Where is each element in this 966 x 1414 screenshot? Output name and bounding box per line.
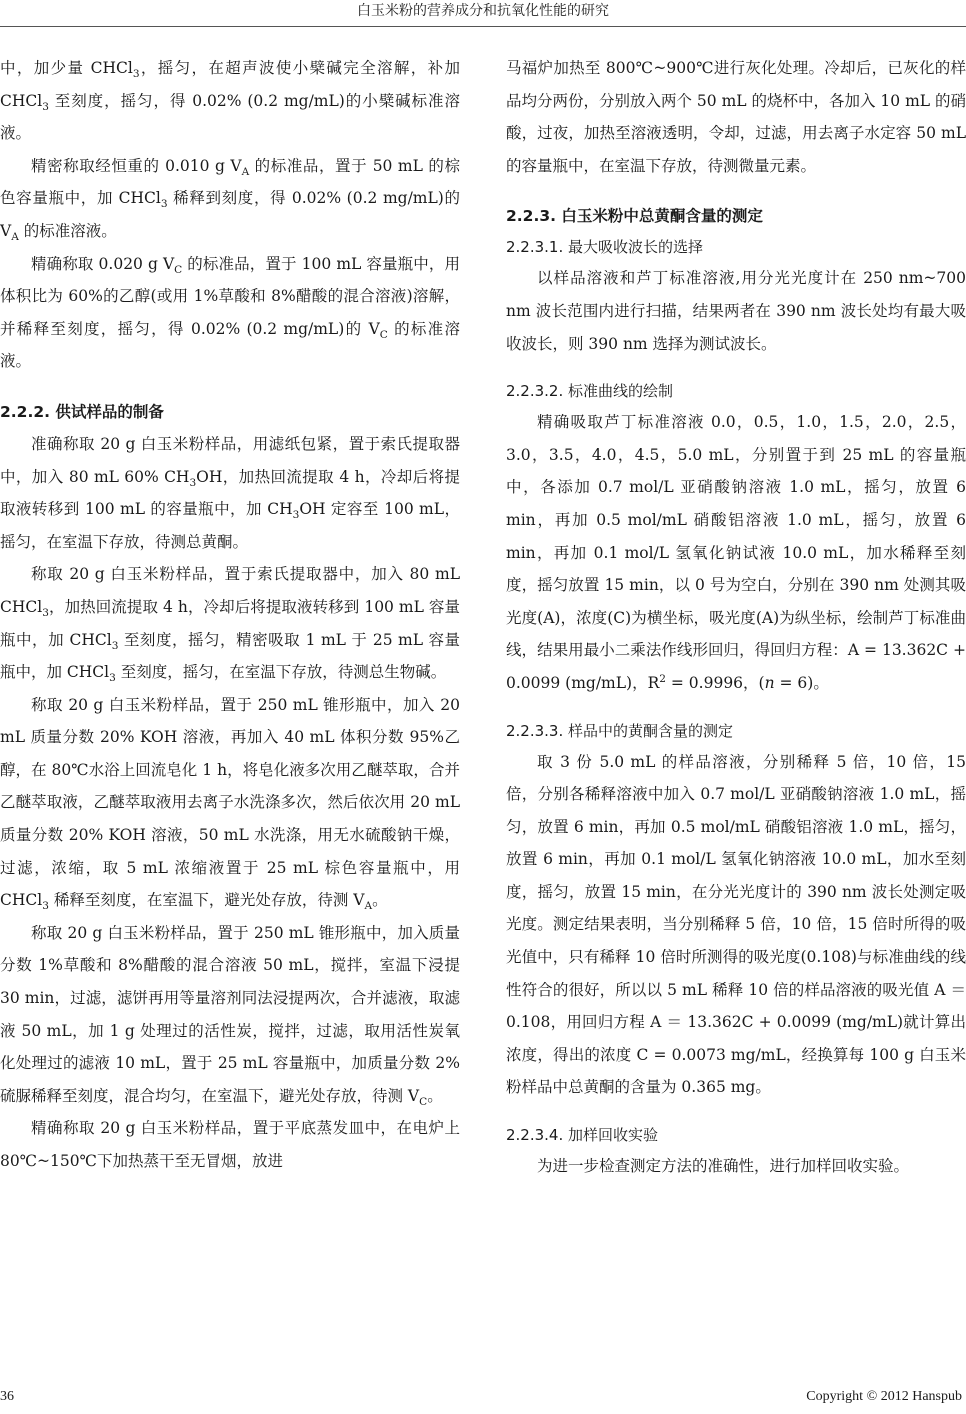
subscript-text: 3: [42, 900, 49, 913]
page-number: 36: [0, 1389, 14, 1404]
paragraph: 精确吸取芦丁标准溶液 0.0，0.5，1.0，1.5，2.0，2.5，3.0，3.5，4.0，4.5，5.0 mL，分别置于到 25 mL 的容量瓶中，各添加 0.7 mol/L 亚硝酸钠溶液 1.0 mL，摇匀，放置 6 min，再加 0.5 mol/mL 硝酸铝溶液 1.0 mL，摇匀，放置 6 min，再加 0.1 mol/L 氢氧化钠试液 10.0 mL，加水稀释至刻度，摇匀放置 15 min，以 0 号为空白，分别在 390 nm 处测其吸光度(A)，浓度(C)为横坐标，吸光度(A)为纵坐标，绘制芦丁标准曲线，结果用最小二乘法作线形回归，得回归方程：A = 13.362C + 0.0099 (mg/mL)，$R^2 = 0.9996$，(n = 6)。: [506, 413, 966, 692]
section-heading: 2.2.3.4. 加样回收实验: [506, 1126, 659, 1145]
paragraph: 称取 20 g 白玉米粉样品，置于 250 mL 锥形瓶中，加入 20 mL 质量分数 20% KOH 溶液，再加入 40 mL 体积分数 95%乙醇，在 80℃水浴上回流皂化 1 h，将皂化液多次用乙醚萃取，合并乙醚萃取液，乙醚萃取液用去离子水洗涤多次，然后依次用 20 mL 质量分数 20% KOH 溶液，50 mL 水洗涤，用无水硫酸钠干燥，过滤，浓缩，取 5 mL 浓缩液置于 25 mL 棕色容量瓶中，用 CHCl$_3$ 稀释至刻度，在室温下，避光处存放，待测 $V_A$。: [0, 695, 460, 913]
subscript-text: A: [364, 900, 373, 913]
paragraph: 准确称取 20 g 白玉米粉样品，用滤纸包紧，置于索氏提取器中，加入 80 mL 60% $CH_3OH$，加热回流提取 4 h，冷却后将提取液转移到 100 mL 的容量瓶中，加 $CH_3OH$ 定容至 100 mL，摇匀，在室温下存放，待测总黄酮。: [0, 434, 460, 551]
subscript-text: 3: [109, 672, 116, 685]
left-column: [0, 52, 460, 1178]
running-head: 白玉米粉的营养成分和抗氧化性能的研究: [357, 3, 609, 19]
copyright-notice: Copyright © 2012 Hanspub: [806, 1389, 962, 1404]
section-heading: 2.2.3. 白玉米粉中总黄酮含量的测定: [506, 207, 763, 226]
paragraph: 称取 20 g 白玉米粉样品，置于索氏提取器中，加入 80 mL CHCl$_3$，加热回流提取 4 h，冷却后将提取液转移到 100 mL 容量瓶中，加 CHCl$_3$ 至刻度，摇匀，精密吸取 1 mL 于 25 mL 容量瓶中，加 CHCl$_3$ 至刻度，摇匀，在室温下存放，待测总生物碱。: [0, 565, 460, 685]
paragraph: 中，加少量 CHCl$_3$，摇匀，在超声波使小檗碱完全溶解，补加 CHCl$_3$ 至刻度，摇匀，得 0.02% (0.2 mg/mL)的小檗碱标准溶液。: [0, 59, 460, 143]
italic-symbol: n: [764, 673, 775, 692]
section-heading: 2.2.3.3. 样品中的黄酮含量的测定: [506, 721, 734, 740]
subscript-text: C: [419, 1095, 428, 1108]
subscript-text: 3: [42, 607, 49, 619]
subscript-text: 3: [292, 509, 300, 522]
paragraph: 取 3 份 5.0 mL 的样品溶液，分别稀释 5 倍，10 倍，15 倍，分别各稀释溶液中加入 0.7 mol/L 亚硝酸钠溶液 1.0 mL，摇匀，放置 6 min，再加 0.5 mol/mL 硝酸铝溶液 1.0 mL，摇匀，放置 6 min，再加 0.1 mol/L 氢氧化钠溶液 10.0 mL，加水至刻度，摇匀，放置 15 min，在分光光度计的 390 nm 波长处测定吸光度。测定结果表明，当分别稀释 5 倍，10 倍，15 倍时所得的吸光值中，只有稀释 10 倍时所测得的吸光度(0.108)与标准曲线的线性符合的很好，所以以 5 mL 稀释 10 倍的样品溶液的吸光值 A ＝ 0.108，用回归方程 A ＝ 13.362C + 0.0099 (mg/mL)就计算出浓度，得出的浓度 C = 0.0073 mg/mL，经换算每 100 g 白玉米粉样品中总黄酮的含量为 0.365 mg。: [506, 752, 966, 1097]
paragraph: 精确称取 0.020 g $V_C$ 的标准品，置于 100 mL 容量瓶中，用体积比为 60%的乙醇(或用 1%草酸和 8%醋酸的混合溶液)溶解，并稀释至刻度，摇匀，得 0.02% (0.2 mg/mL)的 $V_C$ 的标准溶液。: [0, 254, 460, 371]
section-heading: 2.2.3.1. 最大吸收波长的选择: [506, 238, 704, 257]
paragraph: 称取 20 g 白玉米粉样品，置于 250 mL 锥形瓶中，加入质量分数 1%草酸和 8%醋酸的混合溶液 50 mL，搅拌，室温下浸提 30 min，过滤，滤饼再用等量溶剂同法浸提两次，合并滤液，取滤液 50 mL，加 1 g 处理过的活性炭，搅拌，过滤，取用活性炭氧化处理过的滤液 10 mL，置于 25 mL 容量瓶中，加质量分数 2%硫脲稀释至刻度，混合均匀，在室温下，避光处存放，待测 $V_C$。: [0, 923, 460, 1108]
right-column: [506, 52, 966, 1183]
subscript-text: 3: [132, 68, 140, 81]
subscript-text: 3: [189, 476, 197, 489]
subscript-text: 3: [160, 198, 168, 211]
subscript-text: C: [174, 263, 183, 276]
header-rule: [0, 26, 966, 27]
supscript-text: 2: [659, 672, 666, 685]
subscript-text: A: [241, 165, 250, 178]
paragraph: 精确称取 20 g 白玉米粉样品，置于平底蒸发皿中，在电炉上 80℃~150℃下加热蒸干至无冒烟，放进: [0, 1119, 460, 1170]
subscript-text: A: [11, 231, 19, 244]
subscript-text: 3: [42, 100, 49, 113]
section-heading: 2.2.2. 供试样品的制备: [0, 402, 164, 421]
subscript-text: 3: [111, 639, 119, 652]
paragraph: 为进一步检查测定方法的准确性，进行加样回收实验。: [537, 1157, 910, 1176]
subscript-text: C: [379, 328, 388, 341]
section-heading: 2.2.3.2. 标准曲线的绘制: [506, 382, 674, 401]
paragraph: 精密称取经恒重的 0.010 g $V_A$ 的标准品，置于 50 mL 的棕色容量瓶中，加 CHCl$_3$ 稀释到刻度，得 0.02% (0.2 mg/mL)的 $V_A$ 的标准溶液。: [0, 156, 461, 244]
paragraph: 以样品溶液和芦丁标准溶液,用分光光度计在 250 nm~700 nm 波长范围内进行扫描，结果两者在 390 nm 波长处均有最大吸收波长，则 390 nm 选择为测试波长。: [506, 269, 966, 353]
paragraph: 马福炉加热至 800℃~900℃进行灰化处理。冷却后，已灰化的样品均分两份，分别放入两个 50 mL 的烧杯中，各加入 10 mL 的硝酸，过夜，加热至溶液透明，令却，过滤，用去离子水定容 50 mL 的容量瓶中，在室温下存放，待测微量元素。: [506, 59, 966, 175]
